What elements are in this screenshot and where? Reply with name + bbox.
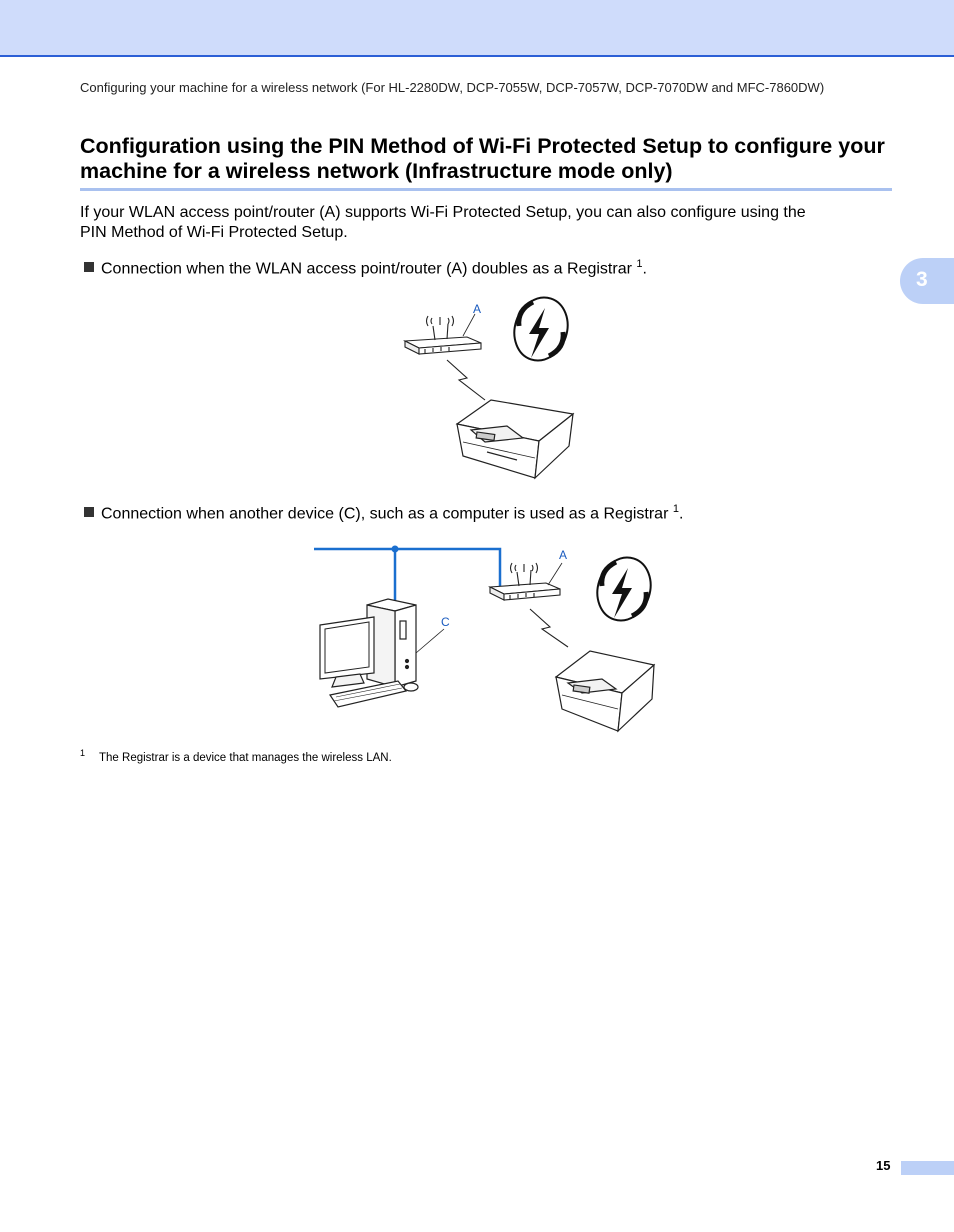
label-a: A [559,548,568,562]
wireless-link-icon [530,609,568,647]
footnote-number: 1 [80,748,86,758]
page-tab [901,1161,954,1175]
footnote [80,748,392,764]
network-cable [314,549,500,601]
computer-icon [320,599,418,707]
wireless-link-icon [447,360,485,400]
footnote-ref[interactable]: 1 [636,258,643,270]
printer-icon [556,651,654,731]
section-title-line-2: machine for a wireless network (Infrastructure mode only) [80,159,673,183]
chapter-number: 3 [916,268,928,291]
printer-icon [457,400,573,478]
top-band [0,0,954,57]
wps-logo-icon [589,551,658,628]
bullet-text: Connection when another device (C), such as a computer is used as a Registrar [101,505,673,523]
label-a: A [473,302,482,316]
bullet-router-registrar [84,254,647,279]
page-number: 15 [876,1158,891,1173]
wps-logo-icon [506,296,575,367]
cable-junction [392,546,399,553]
label-a-leader [548,563,562,585]
intro-line-2: PIN Method of Wi-Fi Protected Setup. [80,224,348,241]
bullet-square-icon [84,262,94,272]
label-c-leader [416,629,444,653]
footnote-ref[interactable]: 1 [672,503,679,515]
router-icon [405,316,481,354]
bullet-end: . [678,505,684,523]
bullet-computer-registrar [84,499,683,524]
bullet-text: Connection when the WLAN access point/router (A) doubles as a Registrar [101,260,637,278]
label-a-leader [463,314,475,336]
label-c: C [441,615,450,629]
diagram-computer-registrar [312,543,662,735]
footnote-text: The Registrar is a device that manages the wireless LAN. [99,752,392,764]
bullet-square-icon [84,507,94,517]
bullet-end: . [642,260,647,278]
section-title-line-1: Configuration using the PIN Method of Wi-Fi Protected Setup to configure your [80,134,885,158]
title-rule [80,188,892,191]
running-header: Configuring your machine for a wireless network (For HL-2280DW, DCP-7055W, DCP-7057W, DCP-7070DW and MFC-7860DW) [80,80,825,95]
section-title [80,134,895,184]
diagram-router-registrar [395,296,585,482]
intro-line-1: If your WLAN access point/router (A) supports Wi-Fi Protected Setup, you can also configure using the [80,204,806,221]
intro-paragraph [80,203,880,243]
